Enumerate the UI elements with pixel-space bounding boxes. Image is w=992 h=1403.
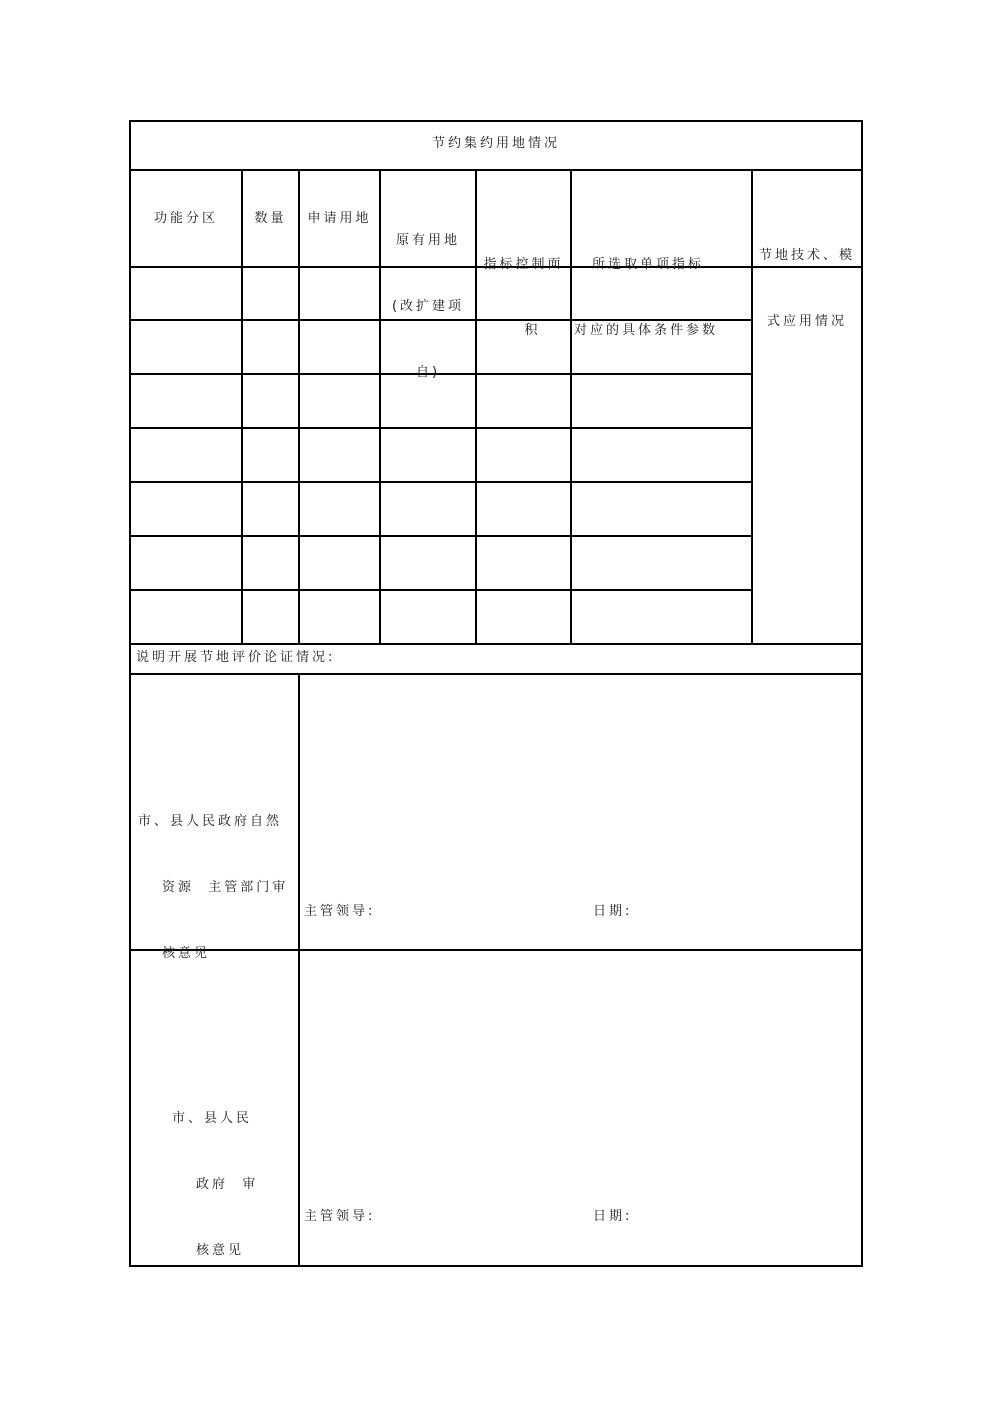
header-original-land: 原有用地 (改扩建项 自) bbox=[391, 233, 465, 380]
row-divider bbox=[129, 427, 752, 429]
header-applied-land: 申请用地 bbox=[307, 211, 372, 226]
header-indicator-params: 所选取单项指标 对应的具体条件参数 bbox=[574, 257, 719, 338]
evaluation-note-label: 说明开展节地评价论证情况: bbox=[136, 650, 336, 665]
header-indicator-area: 指标控制面 积 bbox=[483, 257, 564, 338]
review2-leader-label: 主管领导: bbox=[304, 1209, 376, 1224]
col-divider bbox=[241, 169, 243, 644]
header-quantity: 数量 bbox=[254, 211, 287, 226]
review2-label: 市、县人民 政府 审 核意见 bbox=[172, 1111, 259, 1258]
header-technique: 节地技术、模 式应用情况 bbox=[758, 248, 855, 329]
row-divider bbox=[129, 535, 752, 537]
review2-date-label: 日期: bbox=[593, 1209, 633, 1224]
row-divider bbox=[129, 589, 752, 591]
form-title: 节约集约用地情况 bbox=[431, 136, 560, 151]
note-divider bbox=[129, 673, 863, 675]
review1-date-label: 日期: bbox=[593, 904, 633, 919]
review1-leader-label: 主管领导: bbox=[304, 904, 376, 919]
header-function-zone: 功能分区 bbox=[153, 211, 218, 226]
review1-label: 市、县人民政府自然 资源 主管部门审 核意见 bbox=[138, 814, 289, 961]
col-divider bbox=[298, 169, 300, 644]
row-divider bbox=[129, 481, 752, 483]
review-col-divider bbox=[298, 673, 300, 1266]
col-divider bbox=[570, 169, 572, 644]
